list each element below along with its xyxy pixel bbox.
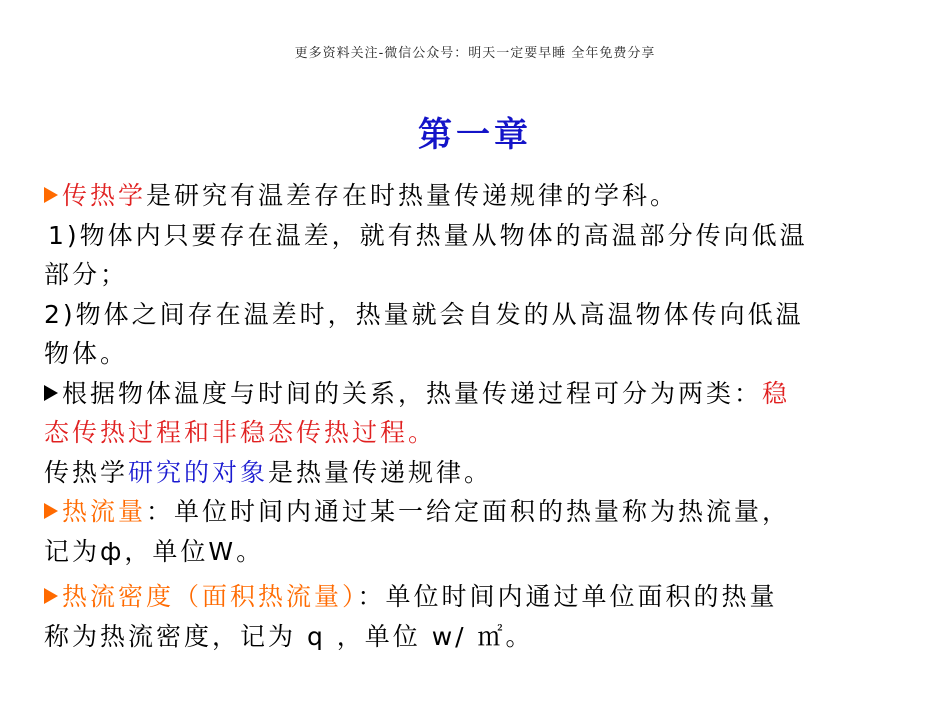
term-heat-flow: 热流量 xyxy=(62,497,147,526)
classification-text: 根据物体温度与时间的关系，热量传递过程可分为两类： xyxy=(62,378,763,408)
para-definition xyxy=(44,176,904,216)
term-heat-flux: 热流密度（面积热流量） xyxy=(62,582,358,611)
classification-highlight: 稳 xyxy=(762,378,791,408)
bullet-arrow-icon xyxy=(44,503,58,519)
heat-flux-line-2: 称为热流密度，记为 q ，单位 w/ ㎡。 xyxy=(44,621,534,651)
heat-flux-definition: ：单位时间内通过单位面积的热量 xyxy=(357,582,778,611)
classification-highlight-line-2: 态传热过程和非稳态传热过程。 xyxy=(44,418,437,447)
term-heat-transfer: 传热学 xyxy=(62,181,147,210)
slide-body xyxy=(44,176,904,656)
para-heat-flow xyxy=(44,492,904,532)
object-highlight: 研究的对象 xyxy=(128,457,269,487)
page-title: 第一章 xyxy=(418,115,532,155)
object-prefix: 传热学 xyxy=(44,457,129,487)
bullet-arrow-icon xyxy=(44,187,58,203)
object-suffix: 是热量传递规律。 xyxy=(268,457,493,487)
point-2-line-2: 物体。 xyxy=(44,339,129,368)
bullet-arrow-icon xyxy=(44,385,58,401)
heat-flow-line-2: 记为ф，单位W。 xyxy=(44,536,265,566)
point-1-line-1: 1)物体内只要存在温差，就有热量从物体的高温部分传向低温 xyxy=(48,220,808,250)
bullet-arrow-icon xyxy=(44,588,58,604)
point-1-line-2: 部分； xyxy=(44,260,129,289)
heat-flow-definition: ：单位时间内通过某一给定面积的热量称为热流量， xyxy=(146,497,791,526)
para-object xyxy=(44,453,904,493)
para-classification xyxy=(44,374,904,414)
watermark: 更多资料关注-微信公众号：明天一定要早睡 全年免费分享 xyxy=(294,46,656,61)
definition-text: 是研究有温差存在时热量传递规律的学科。 xyxy=(146,181,679,210)
para-heat-flux xyxy=(44,577,904,617)
point-2-line-1: 2)物体之间存在温差时，热量就会自发的从高温物体传向低温 xyxy=(44,299,804,329)
